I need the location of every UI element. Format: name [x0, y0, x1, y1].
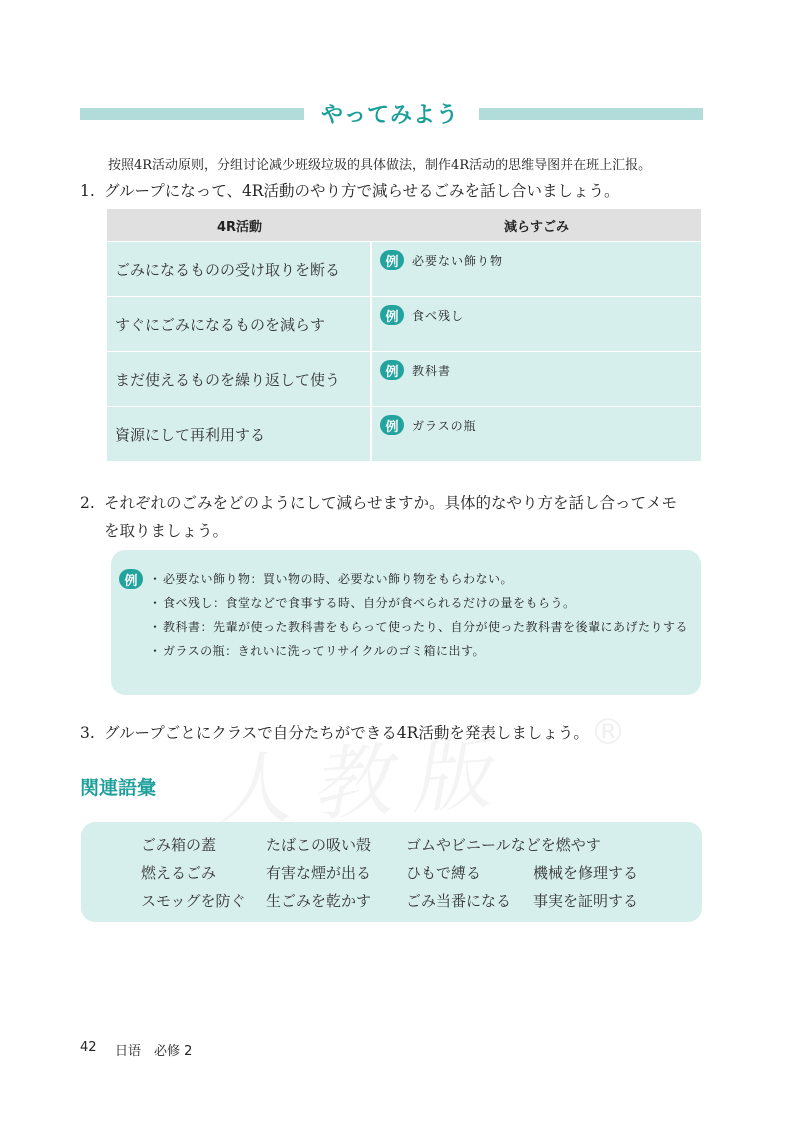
vocab-word: 燃えるごみ — [141, 864, 217, 882]
registered-mark: ® — [590, 712, 626, 753]
activity-cell: 資源にして再利用する — [107, 407, 372, 461]
memo-item: ・ ガラスの瓶：きれいに洗ってリサイクルのゴミ箱に出す。 — [151, 639, 696, 663]
vocab-word: ごみ箱の蓋 — [141, 836, 217, 854]
example-cell — [372, 352, 701, 406]
question-3 — [80, 718, 589, 748]
question-number: 1. — [80, 182, 95, 200]
vocab-word: たばこの吸い殻 — [266, 836, 372, 854]
example-cell — [372, 242, 701, 296]
question-text-line2: を取りましょう。 — [104, 522, 229, 540]
question-number: 2. — [80, 494, 95, 512]
vocab-word: 生ごみを乾かす — [266, 892, 372, 910]
memo-list — [151, 567, 696, 663]
memo-item: ・ 食べ残し：食堂などで食事する時、自分が食べられるだけの量をもらう。 — [151, 591, 696, 615]
activity-cell: すぐにごみになるものを減らす — [107, 297, 372, 351]
question-2-line2 — [104, 516, 228, 546]
column-header: 減らすごみ — [503, 219, 569, 235]
memo-item: ・ 教科書：先輩が使った教科書をもらって使ったり、自分が使った教科書を後輩にあげたりする — [151, 615, 696, 639]
vocab-word: 機械を修理する — [533, 864, 639, 882]
table-row — [107, 351, 701, 406]
example-badge: 例 — [380, 360, 404, 380]
example-text: 教科書 — [412, 364, 452, 378]
question-text: グループになって、4R活動のやり方で減らせるごみを話し合いましょう。 — [104, 182, 620, 200]
memo-item: ・ 必要ない飾り物：買い物の時、必要ない飾り物をもらわない。 — [151, 567, 696, 591]
table-row — [107, 241, 701, 296]
related-vocabulary-title: 関連語彙 — [80, 777, 157, 799]
vocab-word: ひもで縛る — [406, 864, 482, 882]
example-badge: 例 — [119, 569, 143, 589]
question-2 — [80, 488, 677, 518]
question-number: 3. — [80, 724, 95, 742]
example-badge: 例 — [380, 250, 404, 270]
example-text: 必要ない飾り物 — [412, 254, 504, 268]
vocabulary-box — [81, 822, 702, 922]
header-bar-right — [479, 108, 703, 120]
example-badge: 例 — [380, 305, 404, 325]
activity-cell: ごみになるものの受け取りを断る — [107, 242, 372, 296]
vocab-word: スモッグを防ぐ — [141, 892, 246, 910]
page-number: 42 — [80, 1040, 97, 1055]
vocab-word: 事実を証明する — [533, 892, 639, 910]
column-header: 4R活動 — [216, 219, 263, 235]
activity-cell: まだ使えるものを繰り返して使う — [107, 352, 372, 406]
question-text-line1: それぞれのごみをどのようにして減らせますか。具体的なやり方を話し合ってメモ — [104, 494, 678, 512]
table-row — [107, 296, 701, 351]
vocab-word: ごみ当番になる — [406, 892, 512, 910]
question-text: グループごとにクラスで自分たちができる4R活動を発表しましょう。 — [104, 724, 589, 742]
table-header — [107, 209, 701, 241]
example-cell — [372, 297, 701, 351]
instruction-text: 按照4R活动原则，分组讨论减少班级垃圾的具体做法，制作4R活动的思维导图并在班上汇报。 — [108, 158, 652, 173]
table-row — [107, 406, 701, 461]
example-badge: 例 — [380, 415, 404, 435]
example-text: ガラスの瓶 — [412, 419, 477, 433]
activity-table — [107, 209, 701, 461]
example-memo-box — [111, 550, 701, 695]
header-bar-left — [80, 108, 304, 120]
example-text: 食べ残し — [412, 309, 465, 323]
vocab-word: 有害な煙が出る — [266, 864, 372, 882]
book-title: 日语 必修 2 — [115, 1044, 193, 1059]
example-cell — [372, 407, 701, 461]
vocab-word: ゴムやビニールなどを燃やす — [406, 836, 601, 854]
section-title: やってみよう — [320, 103, 459, 128]
question-1 — [80, 176, 620, 206]
